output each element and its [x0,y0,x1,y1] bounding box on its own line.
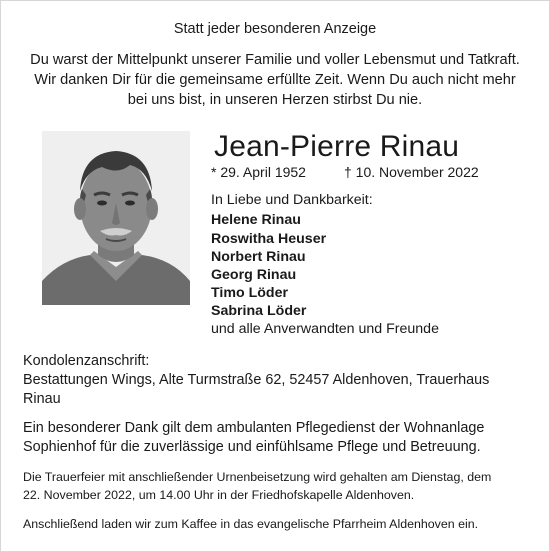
notice-heading: Statt jeder besonderen Anzeige [173,21,377,37]
deceased-name: Jean-Pierre Rinau [214,130,460,163]
mourners-intro: In Liebe und Dankbarkeit: [211,192,373,208]
condolence-address-line-1: Bestattungen Wings, Alte Turmstraße 62, 52457 Aldenhoven, Trauerhaus [23,372,490,388]
intro-line-2: Wir danken Dir für die gemeinsame erfüllte Zeit. Wenn Du auch nicht mehr [34,72,516,88]
intro-line-1: Du warst der Mittelpunkt unserer Familie und voller Lebensmut und Tatkraft. [30,52,520,68]
mourner-name: Georg Rinau [211,267,297,283]
condolence-address-line-2: Rinau [23,391,61,407]
mourners-closing: und alle Anverwandten und Freunde [211,321,439,337]
birth-date: * 29. April 1952 [211,164,306,180]
mourner-name: Helene Rinau [211,212,301,228]
funeral-line-1: Die Trauerfeier mit anschließender Urnenbeisetzung wird gehalten am Dienstag, dem [23,470,492,484]
death-date: † 10. November 2022 [344,164,479,180]
portrait-photo [42,131,190,305]
mourner-name: Norbert Rinau [211,249,306,265]
thanks-line-1: Ein besonderer Dank gilt dem ambulanten Pflegedienst der Wohnanlage [23,420,485,436]
thanks-line-2: Sophienhof für die zuverlässige und einfühlsame Pflege und Betreuung. [23,439,481,455]
condolence-heading: Kondolenzanschrift: [23,353,150,369]
mourner-name: Roswitha Heuser [211,231,327,247]
funeral-line-2: 22. November 2022, um 14.00 Uhr in der Friedhofskapelle Aldenhoven. [23,488,415,502]
afterwards-note: Anschließend laden wir zum Kaffee in das evangelische Pfarrheim Aldenhoven ein. [23,517,479,531]
intro-line-3: bei uns bist, in unseren Herzen stirbst Du nie. [127,92,423,108]
mourner-name: Sabrina Löder [211,303,307,319]
mourner-name: Timo Löder [211,285,288,301]
